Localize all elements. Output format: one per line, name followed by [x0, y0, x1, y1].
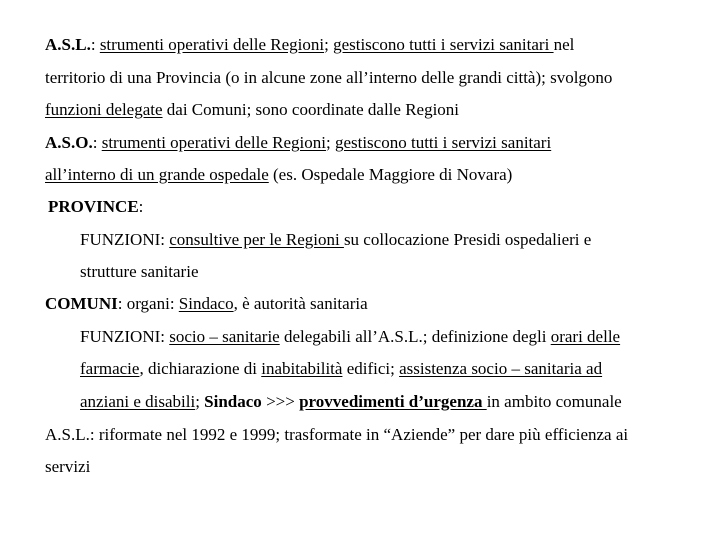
asl-territory-text: territorio di una Provincia (o in alcune zone all’interno delle grandi città); svolgono — [45, 68, 613, 87]
comuni-hours-text: orari delle — [550, 327, 621, 346]
province-functions-line-1 — [80, 230, 591, 250]
province-label: PROVINCE — [48, 197, 139, 216]
asl-reform-text-1: A.S.L.: riformate nel 1992 e 1999; trasformate in “Aziende” per dare più efficienza ai — [45, 425, 629, 444]
asl-reform-line-2 — [45, 457, 90, 477]
asl-coordinated-text: dai Comuni; sono coordinate dalle Regioni — [162, 100, 460, 119]
aso-line-1 — [45, 133, 551, 153]
comuni-functions-line-2 — [80, 359, 602, 379]
aso-example-text: (es. Ospedale Maggiore di Novara) — [268, 165, 513, 184]
comuni-municipal-text: in ambito comunale — [486, 392, 622, 411]
aso-sep-1: : — [92, 133, 102, 152]
asl-line-2 — [45, 68, 612, 88]
province-colon: : — [138, 197, 144, 216]
aso-role-text: strumenti operativi delle Regioni — [101, 133, 326, 152]
aso-label: A.S.O. — [45, 133, 93, 152]
comuni-assistance-text: assistenza socio – sanitaria ad — [399, 359, 603, 378]
comuni-functions-line-1 — [80, 327, 620, 347]
comuni-sindaco-2: Sindaco — [204, 392, 262, 411]
comuni-semicolon: ; — [195, 392, 205, 411]
comuni-socio-sanitarie-text: socio – sanitarie — [169, 327, 280, 346]
comuni-sindaco-text: Sindaco — [178, 294, 234, 313]
asl-label: A.S.L. — [45, 35, 91, 54]
asl-text-nel: nel — [553, 35, 575, 54]
asl-line-3 — [45, 100, 459, 120]
comuni-heading — [45, 294, 368, 314]
asl-sep-2: ; — [324, 35, 334, 54]
asl-services-text: gestiscono tutti i servizi sanitari — [333, 35, 554, 54]
comuni-functions-label: FUNZIONI: — [80, 327, 170, 346]
province-functions-label: FUNZIONI: — [80, 230, 170, 249]
comuni-label: COMUNI — [45, 294, 118, 313]
aso-line-2 — [45, 165, 512, 185]
comuni-organs-text: : organi: — [117, 294, 179, 313]
comuni-functions-line-3 — [80, 392, 622, 412]
comuni-declaration-text: , dichiarazione di — [139, 359, 262, 378]
comuni-delegable-text: delegabili all’A.S.L.; definizione degli — [279, 327, 551, 346]
province-structures-text: strutture sanitarie — [80, 262, 199, 281]
province-functions-line-2 — [80, 262, 199, 282]
aso-hospital-text: all’interno di un grande ospedale — [45, 165, 269, 184]
comuni-pharmacies-text: farmacie — [80, 359, 140, 378]
aso-services-text: gestiscono tutti i servizi sanitari — [334, 133, 552, 152]
asl-role-text: strumenti operativi delle Regioni — [99, 35, 325, 54]
asl-reform-text-2: servizi — [45, 457, 91, 476]
asl-line-1 — [45, 35, 574, 55]
province-consultive-text: consultive per le Regioni — [169, 230, 344, 249]
comuni-authority-text: , è autorità sanitaria — [233, 294, 368, 313]
comuni-arrows: >>> — [261, 392, 300, 411]
aso-sep-2: ; — [325, 133, 335, 152]
comuni-uninhabitability-text: inabitabilità — [261, 359, 343, 378]
province-heading — [48, 197, 143, 217]
asl-delegated-text: funzioni delegate — [45, 100, 163, 119]
comuni-buildings-text: edifici; — [342, 359, 400, 378]
comuni-elderly-text: anziani e disabili — [80, 392, 196, 411]
asl-sep-1: : — [90, 35, 100, 54]
comuni-urgent-measures-text: provvedimenti d’urgenza — [299, 392, 487, 411]
asl-reform-line-1 — [45, 425, 628, 445]
province-functions-text: su collocazione Presidi ospedalieri e — [343, 230, 592, 249]
